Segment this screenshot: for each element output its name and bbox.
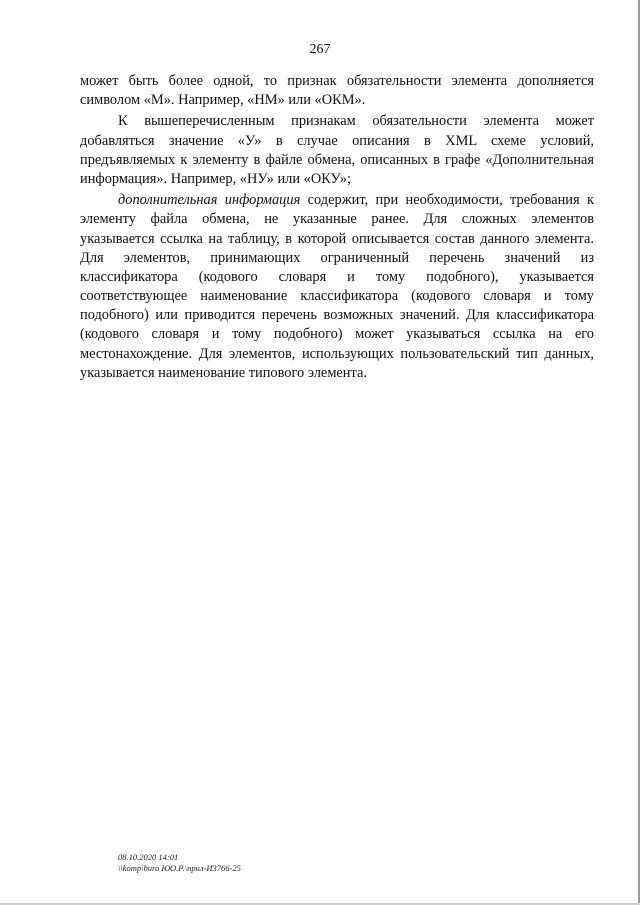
text-line: указывается наименование типового элемента.: [80, 364, 367, 381]
body-text: [80, 72, 594, 383]
footer-date: 08.10.2020 14:01: [118, 852, 179, 862]
text-line: указывается ссылка на таблицу, в которой описывается состав данного элемента.: [80, 230, 594, 247]
text-line: (кодового словаря и тому подобного) может указываться ссылка на его: [80, 326, 594, 343]
paragraph: [80, 191, 594, 383]
text-line: информация». Например, «НУ» или «ОКУ»;: [80, 170, 351, 187]
footer-stamp: [118, 852, 241, 874]
text-line: предъявляемых к элементу в файле обмена, описанных в графе «Дополнительная: [80, 151, 594, 168]
text-line: местонахождение. Для элементов, использующих пользовательский тип данных,: [80, 345, 594, 362]
text-line: добавляться значение «У» в случае описания в XML схеме условий,: [80, 132, 594, 149]
page-number: 267: [309, 42, 331, 57]
text-line: классификатора (кодового словаря и тому подобного), указывается: [80, 268, 594, 285]
text-run: содержит, при необходимости, требования к: [300, 192, 594, 209]
text-line: [80, 191, 594, 210]
text-line: может быть более одной, то признак обязательности элемента дополняется: [80, 73, 594, 89]
text-line: элементу файла обмена, не указанные ранее. Для сложных элементов: [80, 211, 594, 228]
italic-term: дополнительная информация: [118, 192, 301, 209]
text-line: соответствующее наименование классификатора (кодового словаря и тому: [80, 288, 594, 305]
paragraph: [80, 112, 594, 189]
paragraph: [80, 72, 594, 110]
text-line: подобного) или приводится перечень возможных значений. Для классификатора: [80, 307, 594, 324]
text-line: символом «М». Например, «НМ» или «ОКМ».: [80, 92, 366, 109]
footer-file-path: \\komp\buro ЮО.Р.\прил-И3766-25: [118, 863, 241, 873]
text-line: К вышеперечисленным признакам обязательности элемента может: [118, 113, 594, 130]
text-line: Для элементов, принимающих ограниченный перечень значений из: [80, 249, 594, 266]
